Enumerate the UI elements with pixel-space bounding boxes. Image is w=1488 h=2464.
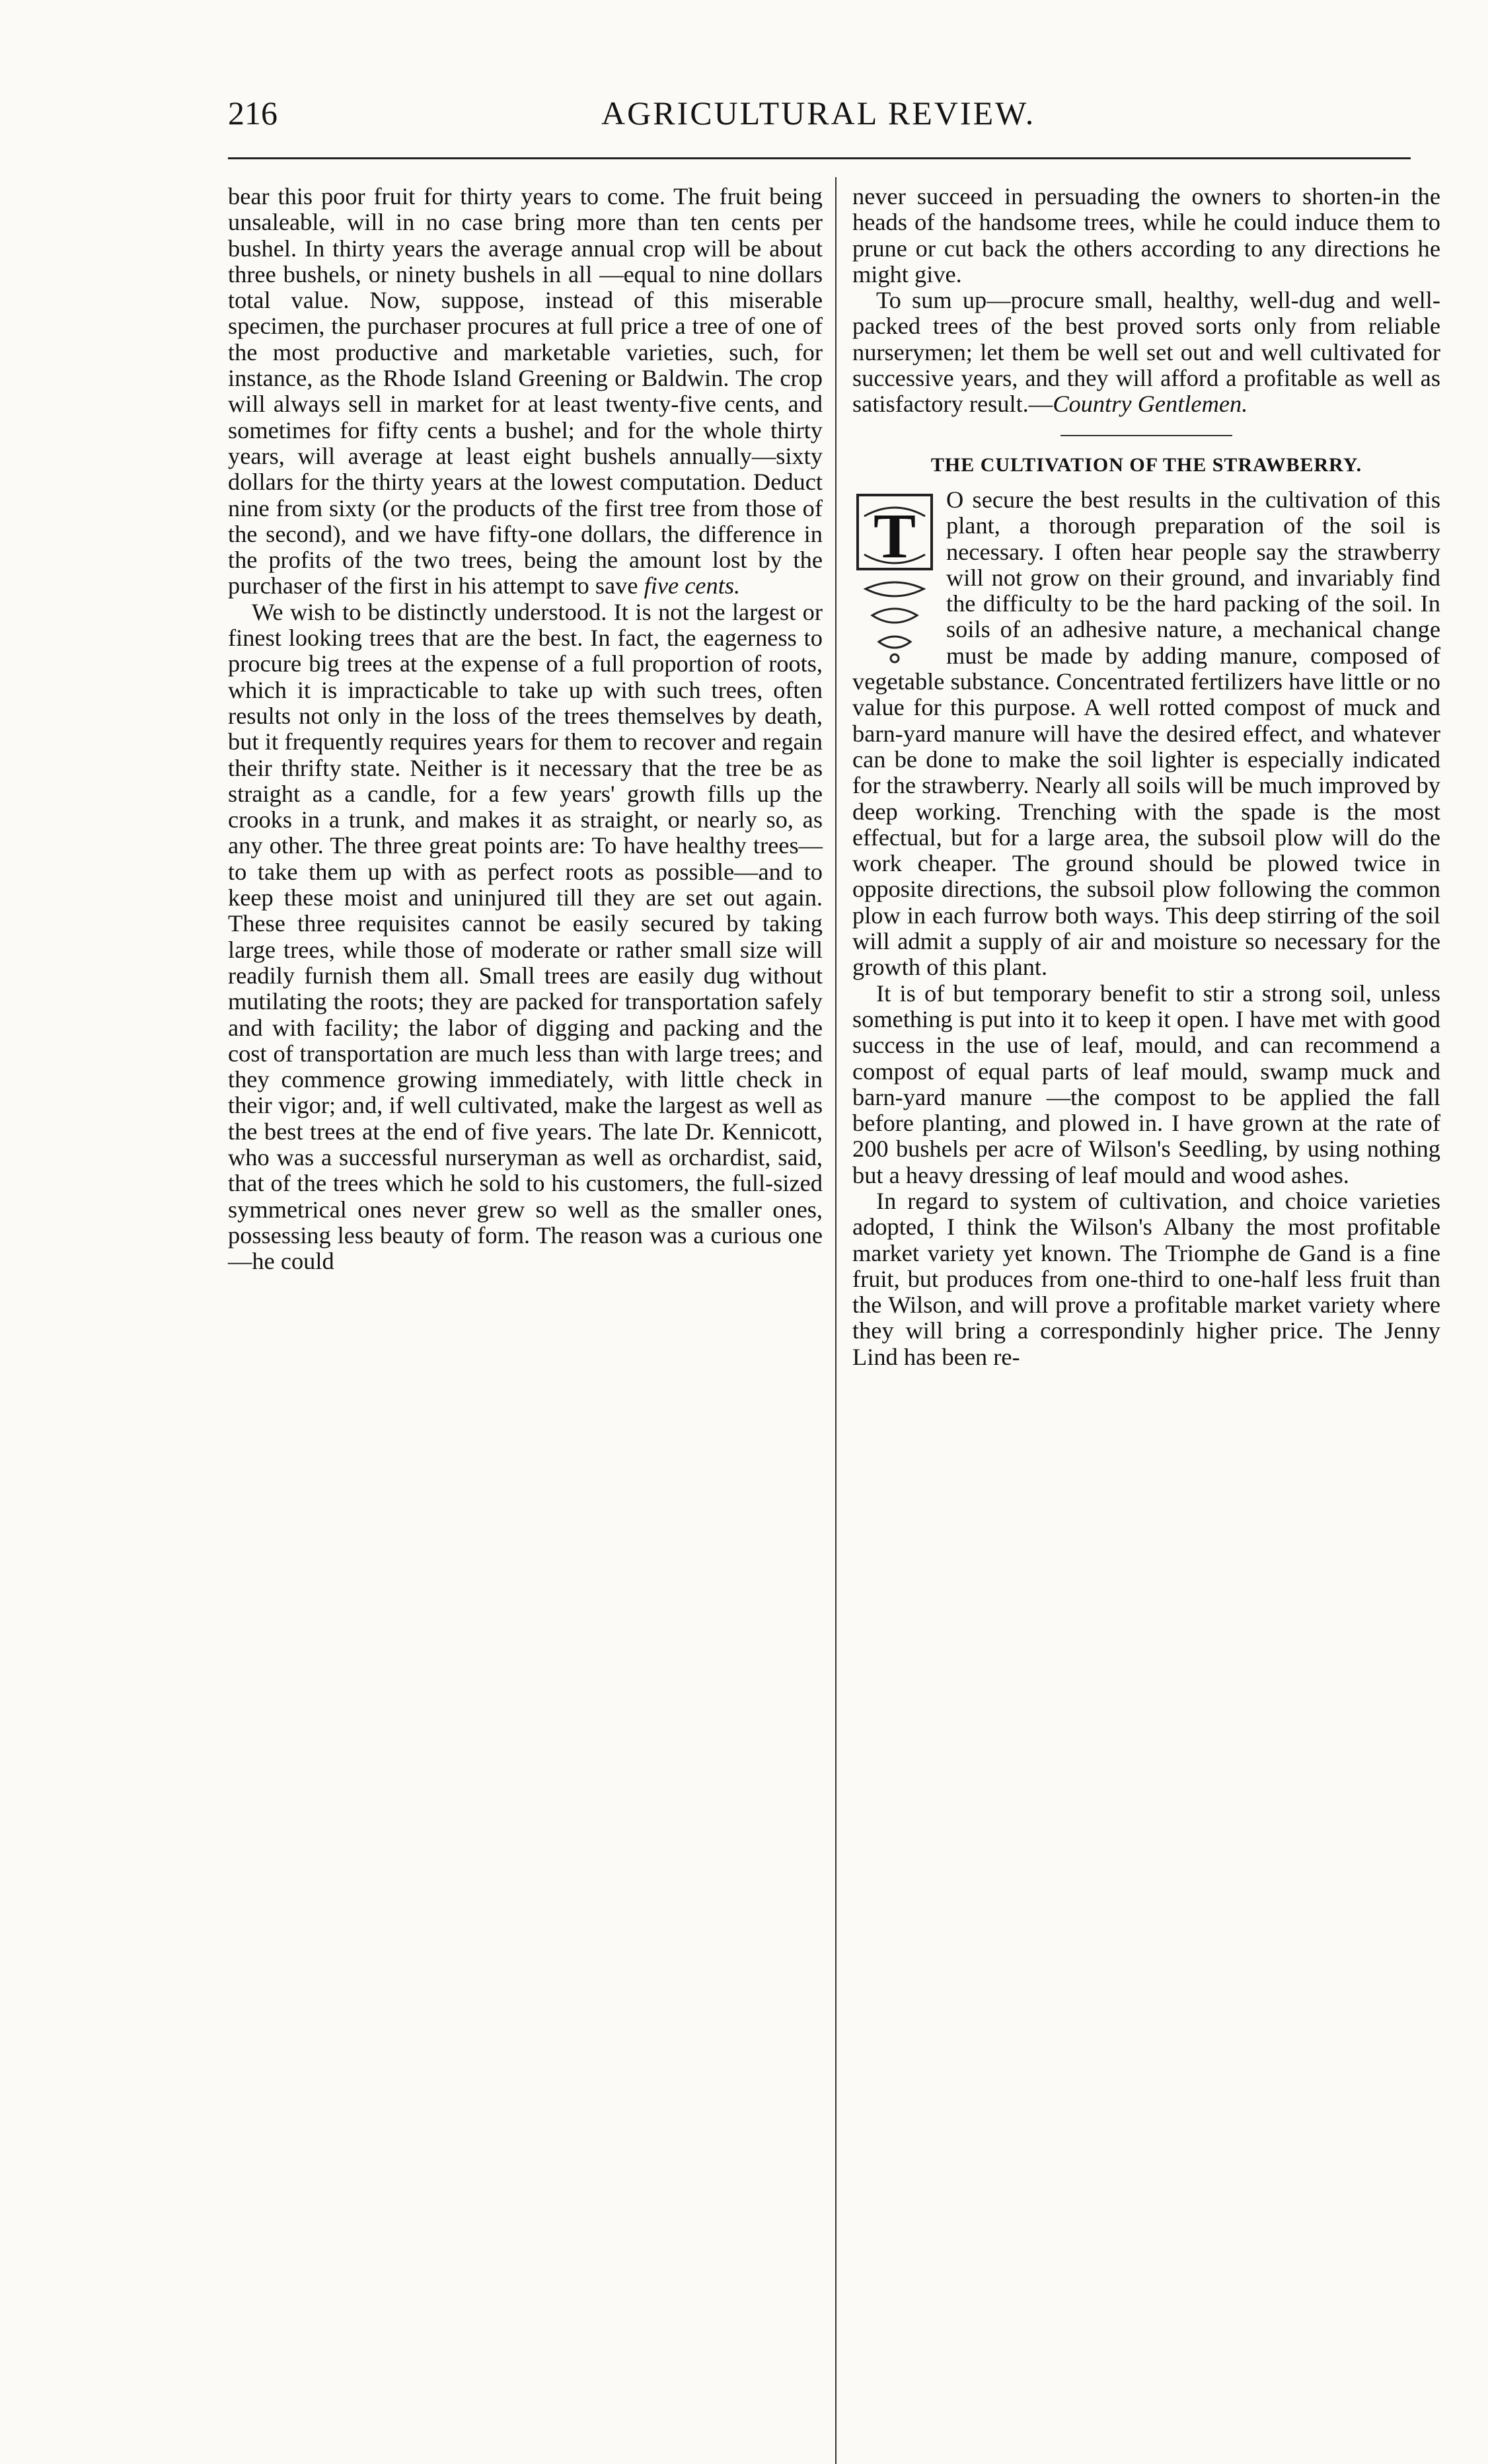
- right-paragraph-2-text: To sum up—procure small, healthy, well-dug and well-packed trees of the best proved sorts only from reliable nurserymen; let them be well set out and well cultivated for successive years, and they will afford a profitable as well as satisfactory result.—: [852, 287, 1440, 418]
- left-paragraph-1-text: bear this poor fruit for thirty years to come. The fruit being unsaleable, will in no case bring more than ten cents per bushel. In thirty years the average annual crop will be about three bushels, or ninety bushels in all —equal to nine dollars total value. Now, suppose, instead of this miserable specimen, the purchaser procures at full price a tree of one of the most productive and marketable varieties, such, for instance, as the Rhode Island Greening or Baldwin. The crop will always sell in market for at least twenty-five cents, and sometimes for fifty cents a bushel; and for the whole thirty years, will average at least eight bushels annually—sixty dollars for the thirty years at the lowest computation. Deduct nine from sixty (or the products of the first tree from those of the second), and we have fifty-one dollars, the difference in the profits of the two trees, being the amount lost by the purchaser of the first in his attempt to save: [228, 183, 823, 599]
- ornamental-drop-cap: [852, 490, 937, 668]
- drop-cap-ornament-icon: [852, 490, 937, 668]
- header-rule: [228, 157, 1411, 159]
- section-rule: [1060, 435, 1232, 436]
- right-paragraph-4: It is of but temporary benefit to stir a strong soil, unless something is put into it to keep it open. I have met with good success in the use of leaf, mould, and can recommend a compost of equal parts of leaf mould, swamp muck and barn-yard manure —the compost to be applied the fall before planting, and plowed in. I have grown at the rate of 200 bushels per acre of Wilson's Seedling, by using nothing but a heavy dressing of leaf mould and wood ashes.: [852, 980, 1440, 1188]
- right-column: [852, 184, 1440, 1370]
- right-paragraph-5: In regard to system of cultivation, and choice varieties adopted, I think the Wilson's Albany the most profitable market variety yet known. The Triomphe de Gand is a fine fruit, but produces from one-third to one-half less fruit than the Wilson, and will prove a profitable market variety where they will bring a correspondinly higher price. The Jenny Lind has been re-: [852, 1187, 1440, 1370]
- column-divider: [835, 177, 837, 2464]
- left-paragraph-1-italic: five cents.: [644, 572, 741, 599]
- right-paragraph-3: [852, 487, 1440, 981]
- left-paragraph-1: [228, 184, 823, 599]
- left-paragraph-2: We wish to be distinctly understood. It is not the largest or finest looking trees that are the best. In fact, the eagerness to procure big trees at the expense of a full proportion of roots, which it is impracticable to take up with such trees, often results not only in the loss of the trees themselves by death, but it frequently requires years for them to recover and regain their thrifty state. Neither is it necessary that the tree be as straight as a candle, for a few years' growth fills up the crooks in a trunk, and makes it as straight, or nearly so, as any other. The three great points are: To have healthy trees—to take them up with as perfect roots as possible—and to keep these moist and uninjured till they are set out again. These three requisites cannot be easily secured by taking large trees, while those of moderate or rather small size will readily furnish them all. Small trees are easily dug without mutilating the roots; they are packed for transportation safely and with facility; the labor of digging and packing and the cost of transportation are much less than with large trees; and they commence growing immediately, with little check in their vigor; and, if well cultivated, make the largest as well as the best trees at the end of five years. The late Dr. Kennicott, who was a successful nurseryman as well as orchardist, said, that of the trees which he sold to his customers, the full-sized symmetrical ones never grew so well as the smaller ones, possessing less beauty of form. The reason was a curious one—he could: [228, 598, 823, 1275]
- right-paragraph-2: [852, 288, 1440, 417]
- running-title: AGRICULTURAL REVIEW.: [601, 95, 1036, 132]
- running-header: [228, 94, 1411, 140]
- right-paragraph-1: never succeed in persuading the owners to shorten-in the heads of the handsome trees, while he could induce them to prune or cut back the others according to any directions he might give.: [852, 183, 1440, 288]
- page-number: 216: [228, 95, 278, 132]
- source-credit: Country Gentlemen.: [1053, 391, 1248, 418]
- right-paragraph-3-text: O secure the best results in the cultivation of this plant, a thorough preparation of the soil is necessary. I often hear people say the strawberry will not grow on their ground, and invariably find the difficulty to be the hard packing of the soil. In soils of an adhesive nature, a mechanical change must be made by adding manure, composed of vegetable substance. Concentrated fertilizers have little or no value for this purpose. A well rotted compost of muck and barn-yard manure will have the desired effect, and whatever can be done to make the soil lighter is especially indicated for the strawberry. Nearly all soils will be much improved by deep working. Trenching with the spade is the most effectual, but for a large area, the subsoil plow will do the work cheaper. The ground should be plowed twice in opposite directions, the subsoil plow following the common plow in each furrow both ways. This deep stirring of the soil will admit a supply of air and moisture so necessary for the growth of this plant.: [852, 486, 1440, 981]
- drop-cap-letter: T: [873, 500, 916, 571]
- left-column: [228, 184, 823, 1274]
- article-heading: THE CULTIVATION OF THE STRAWBERRY.: [930, 453, 1362, 476]
